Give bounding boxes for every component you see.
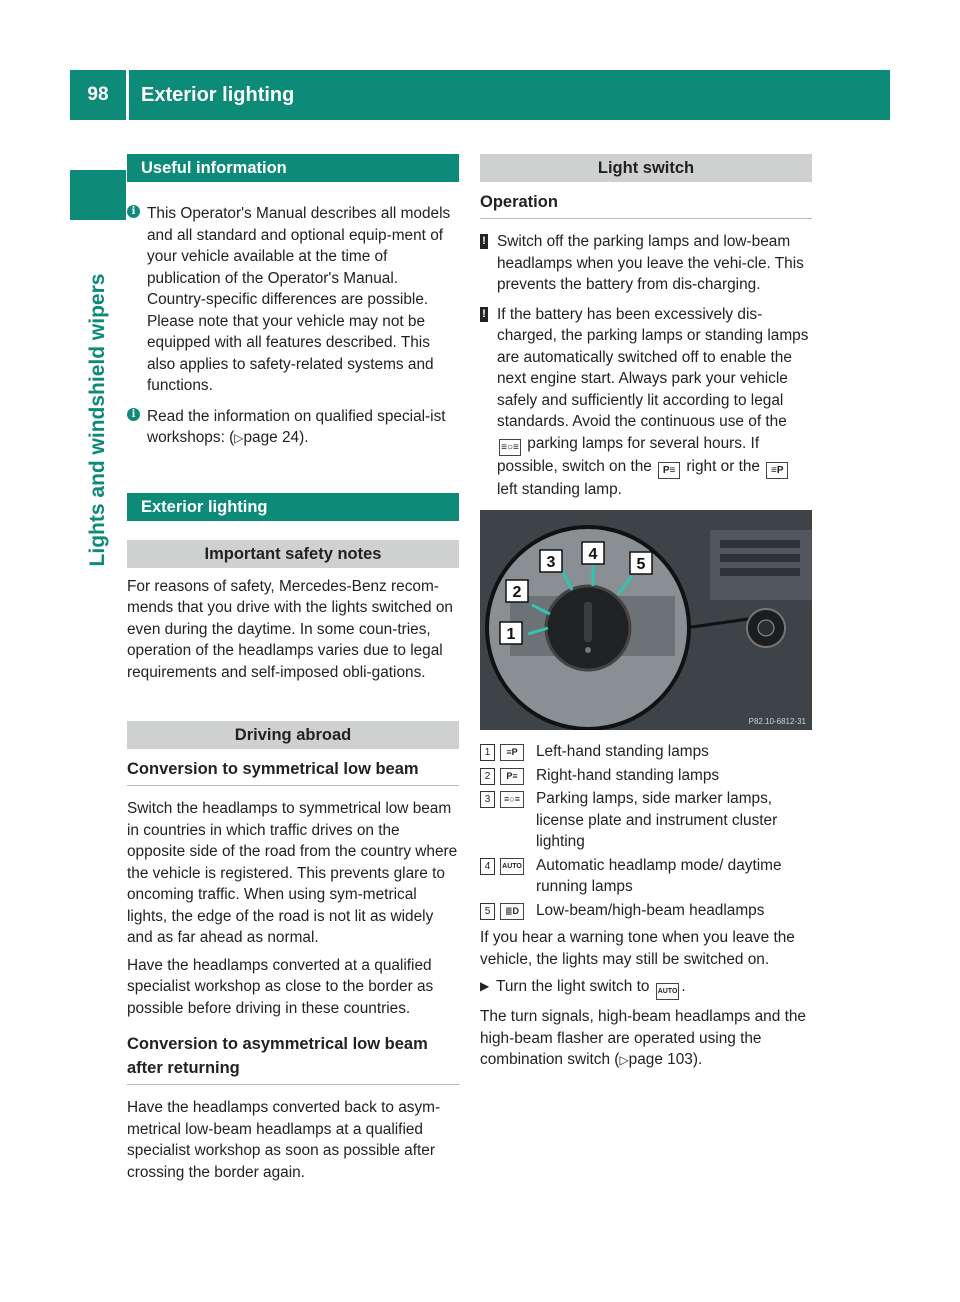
switch-location-knob — [758, 620, 774, 636]
legend-number: 3 — [480, 791, 495, 808]
warning-icon: ! — [480, 307, 488, 322]
legend-number: 4 — [480, 858, 495, 875]
warning-2-part-d: left standing lamp. — [497, 480, 622, 498]
info-note-2-text — [147, 406, 459, 450]
light-switch-illustration — [480, 510, 812, 730]
legend-text: Right-hand standing lamps — [536, 766, 720, 784]
light-switch-heading: Light switch — [480, 154, 812, 182]
auto-headlamp-icon: AUTO — [656, 983, 680, 1000]
callout-4-label: 4 — [588, 546, 598, 563]
page-number: 98 — [87, 84, 109, 105]
warning-icon: ! — [480, 234, 488, 249]
info-icon: i — [127, 205, 140, 218]
left-standing-lamp-icon: ≡P — [766, 462, 788, 479]
page-ref-arrow-icon: ▷ — [234, 431, 244, 445]
legend-item-3 — [480, 788, 812, 853]
sidebar-section-title: Lights and windshield wipers — [86, 273, 109, 567]
combination-switch-text — [480, 1006, 812, 1072]
asymmetrical-text: Have the headlamps converted back to asym-metrical low-beam headlamps at a qualified specialist workshop as soon as possible after crossing the border again. — [127, 1099, 441, 1181]
legend-list — [480, 741, 812, 921]
info-note-2-pre: Read the information on qualified special-ist workshops: ( — [147, 407, 446, 446]
legend-text: Left-hand standing lamps — [536, 743, 709, 760]
sidebar — [70, 170, 126, 1220]
exterior-lighting-heading: Exterior lighting — [127, 493, 459, 521]
warning-note-1-text: Switch off the parking lamps and low-beam headlamps when you leave the vehi-cle. This prevents the battery from dis-charging. — [497, 233, 804, 293]
workshop-text: Have the headlamps converted at a qualified specialist workshop as close to the border as possible before driving in these countries. — [127, 956, 434, 1017]
low-beam-icon: ≣D — [500, 903, 524, 920]
legend-item-2 — [480, 765, 812, 787]
asymmetrical-low-beam-heading: Conversion to asymmetrical low beam after returning — [127, 1032, 459, 1085]
operation-heading: Operation — [480, 190, 812, 219]
legend-item-4 — [480, 855, 812, 898]
symmetrical-low-beam-heading: Conversion to symmetrical low beam — [127, 757, 459, 786]
legend-text: Parking lamps, side marker lamps, license plate and instrument cluster lighting — [536, 790, 778, 850]
page-title: Exterior lighting — [141, 84, 295, 106]
page-ref-link[interactable]: page 103). — [628, 1051, 703, 1068]
info-note-1 — [127, 203, 459, 397]
legend-number: 2 — [480, 768, 495, 785]
step-period: . — [681, 978, 686, 995]
callout-1-label: 1 — [506, 626, 516, 643]
safety-notes-heading: Important safety notes — [127, 540, 459, 568]
legend-item-1 — [480, 741, 812, 763]
symmetrical-text: Switch the headlamps to symmetrical low beam in countries in which traffic drives on the opposite side of the road from the country where the vehicle is registered. This prevents glare to oncoming traffic. When using sym-metrical lights, the edge of the road is not lit as widely and as far ahead as normal. — [127, 800, 458, 946]
warning-tone-text: If you hear a warning tone when you leave the vehicle, the lights may still be switched on. — [480, 929, 795, 968]
info-icon: i — [127, 408, 140, 421]
callout-2-label: 2 — [512, 584, 522, 601]
useful-info-heading: Useful information — [127, 154, 459, 182]
vent-slat — [720, 554, 800, 562]
callout-5-label: 5 — [636, 556, 646, 573]
knob-indicator — [585, 647, 591, 653]
left-standing-lamp-icon: ≡P — [500, 744, 524, 761]
legend-text: Low-beam/high-beam headlamps — [536, 901, 765, 919]
knob-grip — [584, 602, 592, 642]
info-note-1-text: This Operator's Manual describes all models and all standard and optional equip-ment of your vehicle available at the time of publication of the Operator's Manual. Country-specific differences are possible. Please note that your vehicle may not be equipped with all features described. This also applies to safety-related systems and functions. — [147, 205, 451, 394]
step-marker-icon: ▶ — [480, 979, 490, 993]
page-ref-arrow-icon: ▷ — [619, 1053, 629, 1067]
right-standing-lamp-icon: P≡ — [500, 768, 524, 785]
callout-3-label: 3 — [546, 554, 556, 571]
driving-abroad-heading: Driving abroad — [127, 721, 459, 749]
header-divider — [126, 70, 129, 120]
warning-2-part-a: If the battery has been excessively dis-charged, the parking lamps or standing lamps are automatically switched off to enable the next engine start. Always park your vehicle safely and sufficiently lit according to legal standards. Avoid the continuous use of the — [497, 305, 809, 430]
right-column — [480, 150, 812, 1072]
warning-note-1 — [480, 231, 812, 296]
photo-code: P82.10-6812-31 — [748, 717, 806, 726]
right-standing-lamp-icon: P≡ — [658, 462, 680, 479]
legend-number: 5 — [480, 903, 495, 920]
legend-item-5 — [480, 900, 812, 922]
safety-notes-text: For reasons of safety, Mercedes-Benz recom-mends that you drive with the lights switched on even during the daytime. In some coun-tries, operation of the headlamps varies due to legal requirements and self-imposed obli-gations. — [127, 577, 453, 681]
parking-lamps-icon: ≡○≡ — [499, 439, 521, 456]
page-header — [70, 70, 890, 120]
parking-lamps-icon: ≡○≡ — [500, 791, 524, 808]
warning-2-part-c: right or the — [686, 457, 760, 475]
warning-2-part-b: parking lamps for several hours. If possible, switch on the — [497, 434, 760, 475]
light-switch-photo — [480, 510, 812, 730]
warning-note-2-text — [497, 304, 812, 501]
warning-note-2 — [480, 304, 812, 501]
vent-slat — [720, 540, 800, 548]
left-column — [127, 150, 459, 1183]
step-text: Turn the light switch to — [496, 978, 650, 995]
legend-number: 1 — [480, 744, 495, 761]
instruction-step — [480, 976, 812, 1000]
combination-switch-pre: The turn signals, high-beam headlamps and the high-beam flasher are operated using the combination switch ( — [480, 1008, 806, 1068]
page-ref-link[interactable]: page 24). — [243, 429, 309, 446]
auto-headlamp-icon: AUTO — [500, 858, 524, 875]
info-note-2 — [127, 406, 459, 450]
vent-slat — [720, 568, 800, 576]
legend-text: Automatic headlamp mode/ daytime running lamps — [536, 856, 782, 895]
